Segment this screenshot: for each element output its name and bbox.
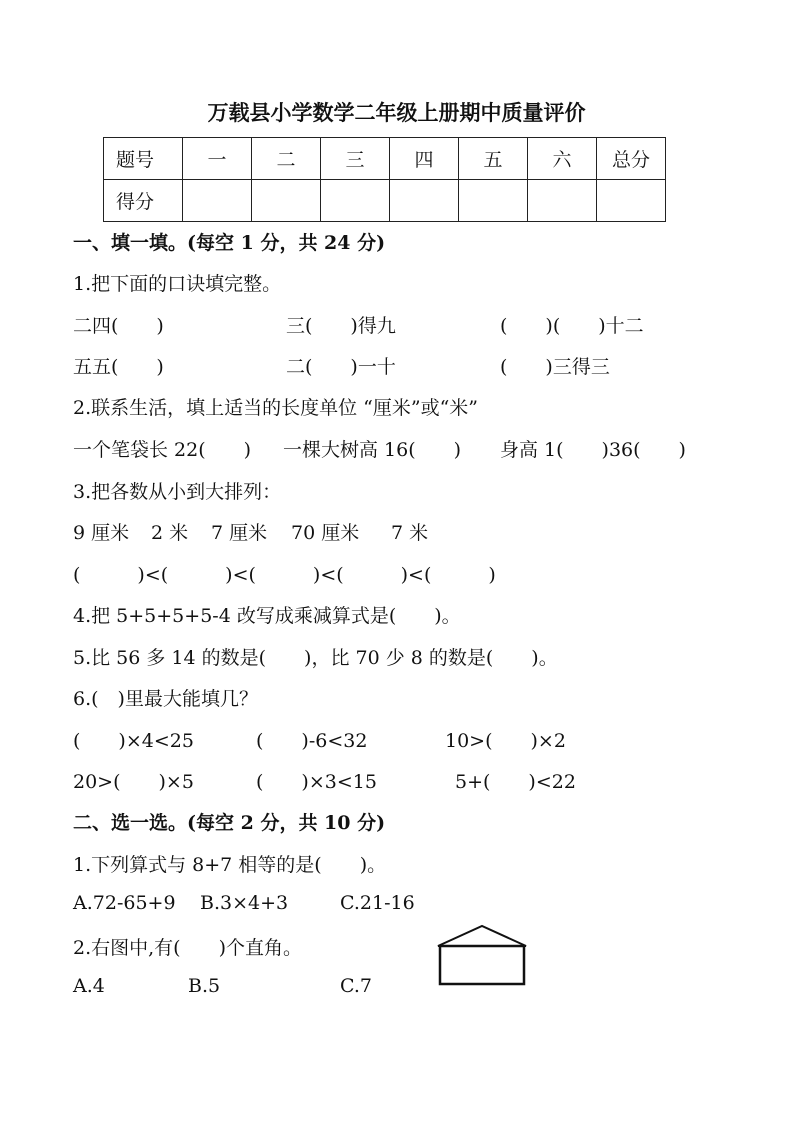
question-prompt: 5.比 56 多 14 的数是( )，比 70 少 8 的数是( )。 [73, 647, 558, 669]
choice-option[interactable]: C.7 [340, 975, 372, 997]
value-item: 7 米 [391, 522, 429, 544]
house-roof [438, 926, 526, 946]
value-item: 7 厘米 [211, 522, 268, 544]
score-input-cell[interactable] [390, 180, 459, 222]
choice-option[interactable]: A.4 [73, 975, 105, 997]
score-table [103, 137, 666, 222]
score-input-cell[interactable] [321, 180, 390, 222]
house-figure [436, 924, 528, 986]
score-table-score-row [104, 180, 666, 222]
score-cell: 题号 [104, 138, 183, 180]
blank-item[interactable]: 二四( ) [73, 315, 164, 337]
blank-item[interactable]: 身高 1( )36( ) [500, 439, 686, 461]
question-prompt: 2.右图中,有( )个直角。 [73, 937, 302, 959]
score-cell: 五 [459, 138, 528, 180]
score-table-header-row [104, 138, 666, 180]
blank-item[interactable]: 二( )一十 [286, 356, 396, 378]
blank-item[interactable]: 5+( )<22 [455, 771, 576, 793]
score-cell: 三 [321, 138, 390, 180]
blank-item[interactable]: 一个笔袋长 22( ) [73, 439, 252, 461]
blank-item[interactable]: ( )×4<25 [73, 730, 194, 752]
choice-option[interactable]: C.21-16 [340, 892, 415, 914]
score-cell: 二 [252, 138, 321, 180]
blank-item[interactable]: 一棵大树高 16( ) [283, 439, 462, 461]
score-input-cell[interactable] [528, 180, 597, 222]
score-cell: 六 [528, 138, 597, 180]
choice-option[interactable]: B.3×4+3 [200, 892, 289, 914]
score-cell: 一 [183, 138, 252, 180]
section-heading: 二、选一选。(每空 2 分，共 10 分) [73, 812, 386, 834]
question-prompt: 6.( )里最大能填几？ [73, 688, 258, 710]
score-input-cell[interactable] [459, 180, 528, 222]
house-body [440, 946, 524, 984]
score-cell: 得分 [104, 180, 183, 222]
question-prompt: 1.下列算式与 8+7 相等的是( )。 [73, 854, 387, 876]
value-item: 70 厘米 [291, 522, 360, 544]
score-cell: 总分 [597, 138, 666, 180]
score-input-cell[interactable] [183, 180, 252, 222]
question-prompt: 1.把下面的口诀填完整。 [73, 273, 282, 295]
score-input-cell[interactable] [252, 180, 321, 222]
value-item: 2 米 [151, 522, 189, 544]
blank-item[interactable]: ( )( )十二 [500, 315, 644, 337]
choice-option[interactable]: A.72-65+9 [73, 892, 176, 914]
choice-option[interactable]: B.5 [188, 975, 221, 997]
question-prompt: 3.把各数从小到大排列： [73, 481, 282, 503]
section-heading: 一、填一填。(每空 1 分，共 24 分) [73, 232, 386, 254]
question-prompt: 2.联系生活，填上适当的长度单位 “厘米”或“米” [73, 397, 479, 419]
blank-item[interactable]: 五五( ) [73, 356, 164, 378]
blank-item[interactable]: ( )三得三 [500, 356, 610, 378]
score-cell: 四 [390, 138, 459, 180]
blank-item[interactable]: 20>( )×5 [73, 771, 194, 793]
blank-item[interactable]: 三( )得九 [286, 315, 396, 337]
blank-item[interactable]: ( )-6<32 [256, 730, 368, 752]
page-title: 万载县小学数学二年级上册期中质量评价 [207, 100, 586, 125]
order-blanks[interactable]: ( )<( )<( )<( )<( ) [73, 564, 496, 586]
value-item: 9 厘米 [73, 522, 130, 544]
blank-item[interactable]: ( )×3<15 [256, 771, 377, 793]
score-input-cell[interactable] [597, 180, 666, 222]
question-prompt: 4.把 5+5+5+5-4 改写成乘减算式是( )。 [73, 605, 461, 627]
blank-item[interactable]: 10>( )×2 [445, 730, 566, 752]
